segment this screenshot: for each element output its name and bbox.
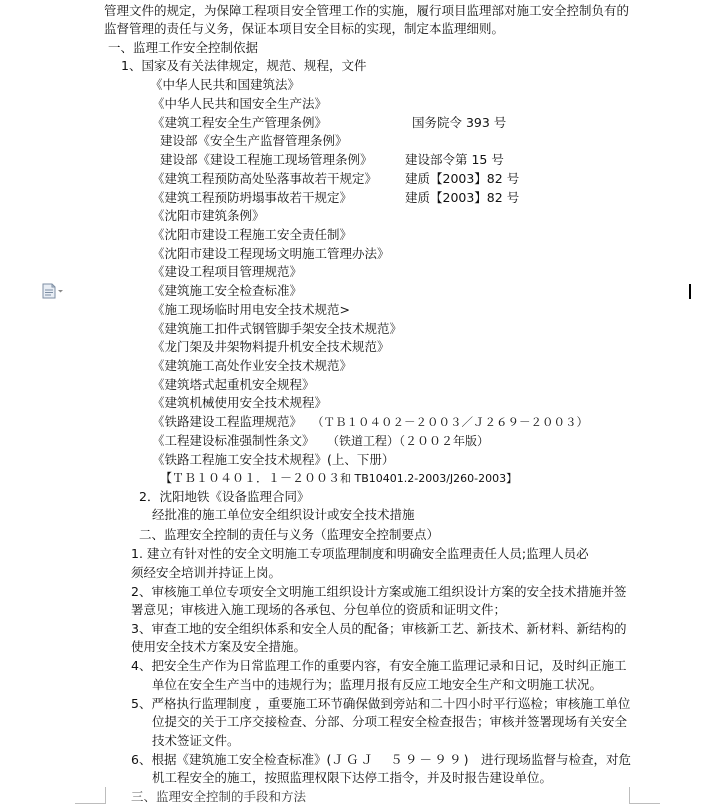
list-item-line: 2、审核施工单位专项安全文明施工组织设计方案或施工组织设计方案的安全技术措施并签 (131, 584, 627, 599)
text-cursor (689, 284, 691, 299)
regulation-code-line (160, 470, 517, 487)
list-item-line: 机工程安全的施工，按照监理权限下达停工指令，并及时报告建设单位。 (152, 770, 553, 785)
list-item-text: ) 进行现场监督与检查，对危 (463, 752, 632, 767)
regulation-code: 建设部令第 15 号 (405, 152, 504, 167)
regulation-item: 《建筑施工安全检查标准》 (152, 283, 303, 298)
regulation-item: 《建设工程项目管理规范》 (152, 264, 303, 279)
regulation-title: 《铁路建设工程监理规范》 (152, 414, 303, 429)
regulation-item: 《铁路工程施工安全技术规程》(上、下册） (152, 452, 395, 467)
section-heading-2: 二、监理安全控制的责任与义务（监理安全控制要点） (139, 527, 440, 542)
regulation-item: 《龙门架及井架物料提升机安全技术规范》 (152, 339, 390, 354)
list-item-line: 4、把安全生产作为日常监理工作的重要内容，有安全施工监理记录和日记，及时纠正施工 (131, 658, 627, 673)
regulation-item: 《中华人民共和国建筑法》 (150, 77, 301, 92)
regulation-item: 《沈阳市建设工程现场文明施工管理办法》 (152, 246, 390, 261)
list-item-line: 须经安全培训并持证上岗。 (131, 565, 282, 580)
regulation-code: 国务院令 393 号 (412, 115, 507, 130)
regulation-code: （铁道工程）（２００２年版） (327, 434, 490, 448)
regulation-item: 《建筑塔式起重机安全规程》 (152, 377, 315, 392)
regulation-code: （ＴＢ１０４０２－２００３／Ｊ２６９－２００３） (312, 415, 588, 429)
subsection-heading: 2．沈阳地铁《设备监理合同》 (139, 489, 310, 504)
list-item-line: 使用安全技术方案及安全措施。 (131, 639, 307, 654)
regulation-item (152, 171, 520, 187)
regulation-title: 建设部《建设工程施工现场管理条例》 (160, 152, 373, 167)
regulation-item: 《沈阳市建设工程施工安全责任制》 (152, 227, 353, 242)
regulation-item (152, 190, 520, 206)
list-item-text: 6、根据《建筑施工安全检查标准》( (131, 752, 332, 767)
section-heading-1: 一、监理工作安全控制依据 (108, 40, 259, 55)
list-item-line: 1. 建立有针对性的安全文明施工专项监理制度和明确安全监理责任人员;监理人员必 (131, 546, 589, 561)
document-icon[interactable] (42, 283, 64, 299)
regulation-title: 《建筑工程预防高处坠落事故若干规定》 (152, 171, 378, 186)
list-item-line: 技术签证文件。 (152, 733, 240, 748)
standard-code: ＪＧＪ ５９－９９ (331, 752, 464, 767)
regulation-item: 建设部《安全生产监督管理条例》 (160, 133, 348, 148)
regulation-item (160, 152, 504, 168)
paragraph-line: 管理文件的规定，为保障工程项目安全管理工作的实施，履行项目监理部对施工安全控制负有的 (104, 3, 630, 18)
paragraph-line: 经批准的施工单位安全组织设计或安全技术措施 (152, 507, 415, 522)
list-item-line: 3、审查工地的安全组织体系和安全人员的配备；审核新工艺、新技术、新材料、新结构的 (131, 621, 627, 636)
regulation-code: 建质【2003】82 号 (405, 190, 520, 205)
regulation-item (152, 433, 490, 449)
paragraph-line: 监督管理的责任与义务，保证本项目安全目标的实现，制定本监理细则。 (104, 21, 505, 36)
regulation-title: 《工程建设标准强制性条文》 (152, 433, 315, 448)
regulation-item (152, 414, 588, 430)
list-item-line: 署意见；审核进入施工现场的各承包、分包单位的资质和证明文件； (131, 602, 507, 617)
regulation-item: 《施工现场临时用电安全技术规范> (152, 302, 350, 317)
regulation-item: 《沈阳市建筑条例》 (152, 208, 265, 223)
regulation-code: 和 TB10401.2-2003/J260-2003】 (340, 472, 518, 485)
list-item-line (131, 752, 631, 768)
regulation-item (152, 115, 507, 131)
regulation-code: 【ＴＢ１０４０１．１－２００３ (160, 471, 341, 485)
subsection-heading: 1、国家及有关法律规定，规范、规程，文件 (121, 58, 367, 73)
regulation-item: 《建筑机械使用安全技术规程》 (152, 395, 328, 410)
list-item-line: 单位在安全生产当中的违规行为；监理月报有反应工地安全生产和文明施工状况。 (152, 677, 603, 692)
regulation-item: 《建筑施工高处作业安全技术规范》 (152, 358, 353, 373)
regulation-item: 《建筑施工扣件式钢管脚手架安全技术规范》 (152, 321, 403, 336)
section-heading-3: 三、监理安全控制的手段和方法 (131, 789, 307, 804)
list-item-line: 位提交的关于工序交接检查、分部、分项工程安全检查报告；审核并签署现场有关安全 (152, 714, 628, 729)
regulation-title: 《建筑工程预防坍塌事故若干规定》 (152, 190, 353, 205)
regulation-item: 《中华人民共和国安全生产法》 (152, 96, 328, 111)
list-item-line: 5、严格执行监理制度 ，重要施工环节确保做到旁站和二十四小时平行巡检；审核施工单位 (131, 696, 631, 711)
page-corner-mark (629, 787, 660, 804)
regulation-title: 《建筑工程安全生产管理条例》 (152, 115, 328, 130)
page-corner-mark (75, 787, 106, 804)
regulation-code: 建质【2003】82 号 (405, 171, 520, 186)
